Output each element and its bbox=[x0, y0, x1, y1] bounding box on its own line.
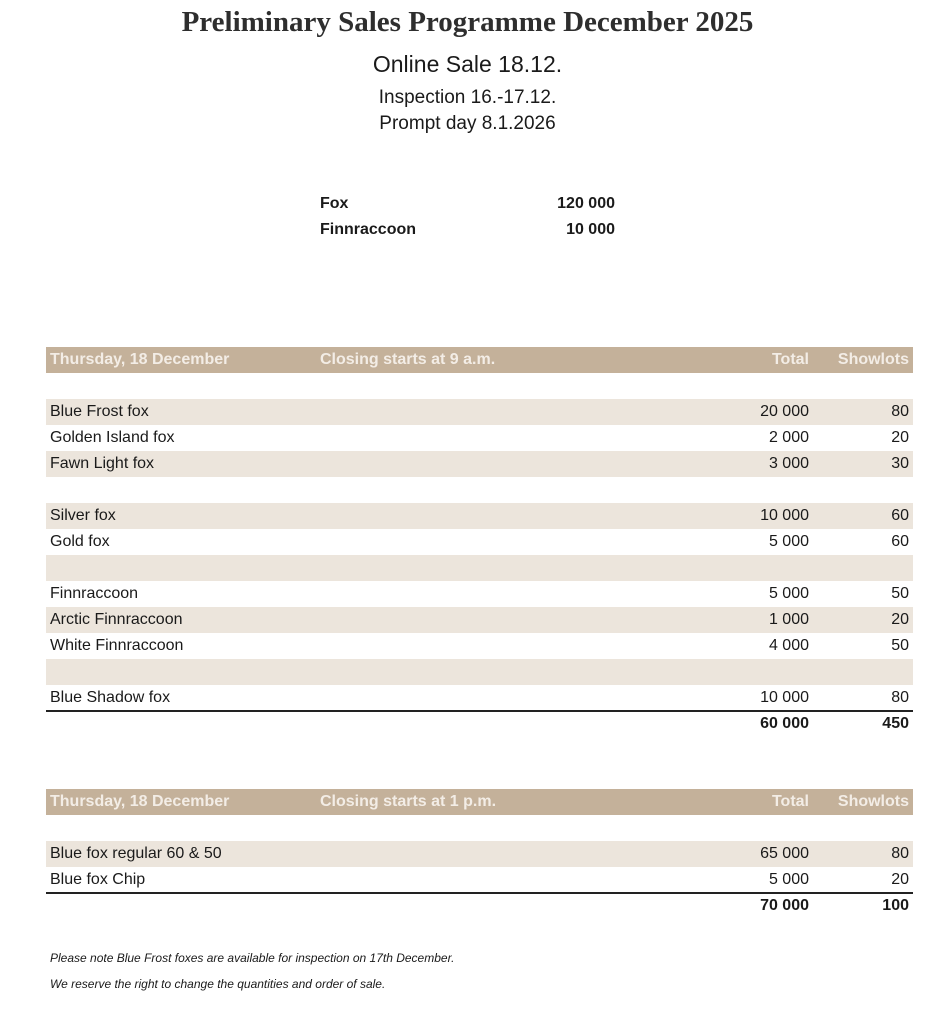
row-total: 10 000 bbox=[760, 689, 809, 706]
sum-showlots: 450 bbox=[882, 715, 909, 732]
footnote: Please note Blue Frost foxes are available for inspection on 17th December. bbox=[50, 951, 455, 965]
summary-name: Fox bbox=[320, 195, 349, 212]
summary-value: 10 000 bbox=[566, 221, 615, 238]
row-name: Blue fox Chip bbox=[50, 871, 146, 888]
footnote: We reserve the right to change the quantities and order of sale. bbox=[50, 977, 386, 991]
row-showlots: 20 bbox=[891, 611, 909, 628]
session-header bbox=[46, 347, 913, 373]
session-total-row bbox=[46, 712, 913, 734]
table-row bbox=[46, 581, 913, 607]
row-total: 10 000 bbox=[760, 507, 809, 524]
row-showlots: 50 bbox=[891, 585, 909, 602]
total-column-header: Total bbox=[771, 793, 809, 810]
row-name: Fawn Light fox bbox=[50, 455, 155, 472]
row-name: Blue Shadow fox bbox=[50, 689, 171, 706]
row-name: Blue Frost fox bbox=[50, 403, 149, 420]
summary-value: 120 000 bbox=[557, 195, 615, 212]
row-showlots: 20 bbox=[891, 429, 909, 446]
row-total: 1 000 bbox=[768, 611, 809, 628]
row-showlots: 60 bbox=[891, 533, 909, 550]
row-showlots: 50 bbox=[891, 637, 909, 654]
row-name: Golden Island fox bbox=[50, 429, 175, 446]
row-total: 5 000 bbox=[768, 585, 809, 602]
row-name: Gold fox bbox=[50, 533, 110, 550]
row-total: 65 000 bbox=[760, 845, 809, 862]
row-name: Silver fox bbox=[50, 507, 116, 524]
table-row bbox=[46, 425, 913, 451]
sum-total: 70 000 bbox=[760, 897, 809, 914]
row-showlots: 80 bbox=[891, 689, 909, 706]
table-row bbox=[46, 399, 913, 425]
table-row bbox=[46, 841, 913, 867]
row-showlots: 30 bbox=[891, 455, 909, 472]
row-showlots: 80 bbox=[891, 845, 909, 862]
table-row bbox=[46, 451, 913, 477]
row-name: Finnraccoon bbox=[50, 585, 139, 602]
table-row bbox=[46, 685, 913, 711]
row-name: White Finnraccoon bbox=[50, 637, 184, 654]
session-closing: Closing starts at 1 p.m. bbox=[320, 793, 497, 810]
row-name: Arctic Finnraccoon bbox=[50, 611, 183, 628]
showlots-column-header: Showlots bbox=[837, 351, 909, 368]
table-row bbox=[46, 633, 913, 659]
sale-subtitle: Online Sale 18.12. bbox=[372, 51, 563, 77]
row-total: 4 000 bbox=[768, 637, 809, 654]
row-showlots: 20 bbox=[891, 871, 909, 888]
session-day: Thursday, 18 December bbox=[50, 351, 230, 368]
showlots-column-header: Showlots bbox=[837, 793, 909, 810]
row-showlots: 80 bbox=[891, 403, 909, 420]
row-showlots: 60 bbox=[891, 507, 909, 524]
row-total: 20 000 bbox=[760, 403, 809, 420]
summary-row-finnraccoon bbox=[320, 221, 615, 239]
row-total: 3 000 bbox=[768, 455, 809, 472]
row-total: 2 000 bbox=[768, 429, 809, 446]
table-row bbox=[46, 607, 913, 633]
row-total: 5 000 bbox=[768, 533, 809, 550]
session-header bbox=[46, 789, 913, 815]
session-day: Thursday, 18 December bbox=[50, 793, 230, 810]
session-total-row bbox=[46, 894, 913, 916]
inspection-dates: Inspection 16.-17.12. bbox=[378, 87, 557, 108]
page-title: Preliminary Sales Programme December 2025 bbox=[181, 6, 754, 38]
row-name: Blue fox regular 60 & 50 bbox=[50, 845, 222, 862]
row-total: 5 000 bbox=[768, 871, 809, 888]
sum-total: 60 000 bbox=[760, 715, 809, 732]
table-row bbox=[46, 529, 913, 555]
table-row bbox=[46, 867, 913, 893]
spacer-row bbox=[46, 659, 913, 685]
table-row bbox=[46, 503, 913, 529]
summary-row-fox bbox=[320, 195, 615, 213]
spacer-row bbox=[46, 555, 913, 581]
total-column-header: Total bbox=[771, 351, 809, 368]
summary-name: Finnraccoon bbox=[320, 221, 417, 238]
sum-showlots: 100 bbox=[882, 897, 909, 914]
prompt-day: Prompt day 8.1.2026 bbox=[379, 113, 556, 134]
session-closing: Closing starts at 9 a.m. bbox=[320, 351, 496, 368]
